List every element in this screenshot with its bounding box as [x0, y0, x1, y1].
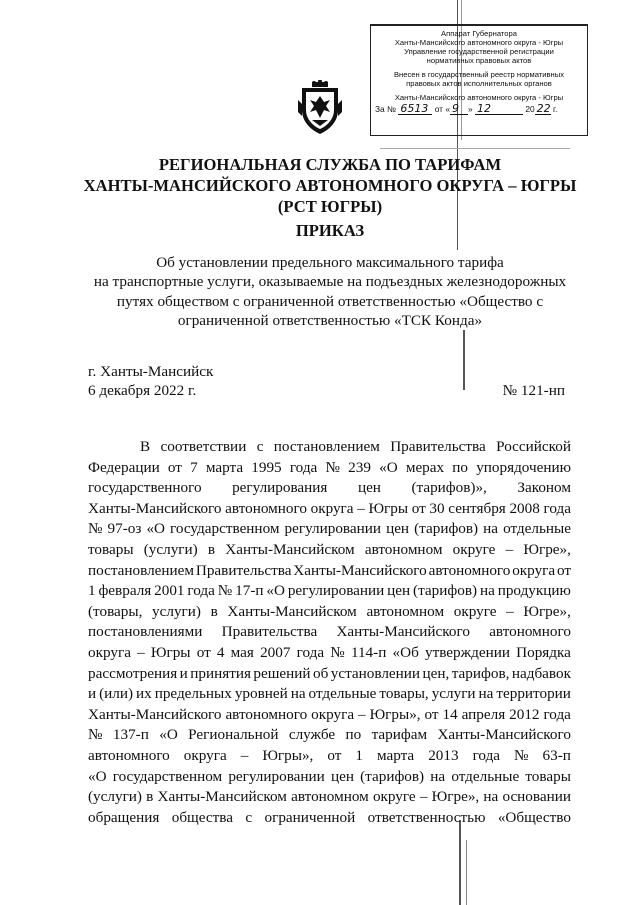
- body-word: Югры»,: [369, 705, 421, 723]
- body-line: [88, 458, 571, 479]
- body-word: постановлениями: [88, 623, 203, 641]
- body-word: решений: [253, 664, 311, 682]
- body-word: отдельные: [451, 767, 520, 785]
- body-word: мерах: [405, 458, 445, 476]
- document-number: № 121-нп: [502, 382, 565, 399]
- subject-line: Об установлении предельного максимального тарифа: [156, 254, 504, 271]
- body-word: Ханты-Мансийском: [225, 540, 355, 558]
- body-word: и: [179, 664, 188, 682]
- body-word: по: [452, 458, 469, 476]
- body-word: ответственностью: [367, 808, 486, 826]
- body-word: 7: [190, 458, 198, 476]
- body-word: на: [430, 767, 446, 785]
- body-word: округа: [88, 643, 131, 661]
- body-word: с: [256, 438, 264, 455]
- body-word: 1: [355, 746, 363, 764]
- body-word: «Общество: [497, 808, 571, 826]
- body-word: №: [217, 582, 233, 600]
- body-word: –: [506, 602, 514, 620]
- body-word: общества: [171, 808, 233, 826]
- body-word: соответствии: [160, 438, 247, 455]
- body-word: Российской: [496, 438, 571, 455]
- body-word: 2007: [260, 643, 291, 661]
- body-word: –: [505, 540, 514, 558]
- body-word: упорядочению: [476, 458, 571, 476]
- body-word: Федерации: [88, 458, 160, 476]
- body-word: года: [543, 499, 571, 517]
- body-line: [88, 684, 571, 705]
- body-word: округе: [453, 602, 497, 620]
- body-word: автономного: [489, 623, 571, 641]
- body-word: постановлением: [273, 438, 380, 455]
- body-word: 137-п: [112, 726, 149, 744]
- body-word: Законом: [517, 479, 571, 497]
- body-word: продукцию: [497, 582, 571, 600]
- scan-artifact-line: [463, 330, 465, 390]
- body-word: –: [419, 788, 428, 806]
- body-word: автономном: [364, 540, 443, 558]
- body-word: и: [88, 685, 97, 703]
- body-word: автономного: [428, 561, 511, 579]
- body-word: «О: [146, 520, 165, 538]
- body-word: автономного: [225, 705, 308, 723]
- body-word: мая: [230, 643, 254, 661]
- body-word: Югры»,: [262, 746, 314, 764]
- body-word: Ханты-Мансийского: [88, 705, 222, 723]
- organization-title-line: РЕГИОНАЛЬНАЯ СЛУЖБА ПО ТАРИФАМ: [158, 155, 502, 174]
- body-line: [88, 705, 571, 726]
- body-word: округа: [311, 705, 355, 723]
- body-word: Югре»,: [431, 788, 480, 806]
- body-word: 63-п: [542, 746, 571, 764]
- organization-title: [60, 154, 600, 217]
- body-word: 14: [442, 705, 458, 723]
- body-word: «О: [88, 767, 107, 785]
- body-word: в: [207, 540, 216, 558]
- body-word: службе: [288, 726, 336, 744]
- body-word: товары: [88, 540, 134, 558]
- body-word: 17-п: [235, 582, 264, 600]
- body-word: Правительства: [195, 561, 292, 579]
- body-word: цен: [357, 479, 381, 497]
- body-word: года: [543, 705, 571, 723]
- body-word: «О: [266, 582, 285, 600]
- scan-artifact-line: [459, 820, 461, 905]
- scan-artifact-line: [466, 840, 467, 905]
- body-word: года: [472, 746, 501, 764]
- body-word: –: [358, 705, 366, 723]
- stamp-reg-prefix: За №: [375, 104, 397, 114]
- body-word: Югры: [150, 643, 191, 661]
- body-word: №: [88, 726, 103, 744]
- stamp-reg-year-prefix: 20: [525, 104, 535, 114]
- body-word: Ханты-Мансийского: [88, 499, 222, 517]
- body-word: автономном: [291, 788, 369, 806]
- body-word: Правительства: [221, 623, 318, 641]
- body-word: года: [187, 582, 215, 600]
- body-word: 2008: [509, 499, 540, 517]
- body-line: [88, 478, 571, 499]
- body-word: Региональной: [188, 726, 279, 744]
- scan-artifact-line: [380, 148, 570, 149]
- document-city: г. Ханты-Мансийск: [88, 363, 214, 380]
- body-word: 4: [216, 643, 225, 661]
- body-word: уровней: [234, 685, 288, 703]
- body-word: Ханты-Мансийском: [227, 602, 357, 620]
- body-word: (услуги): [143, 540, 198, 558]
- body-word: (тарифов): [414, 520, 479, 538]
- stamp-line: Управление государственной регистрации: [404, 47, 554, 56]
- stamp-reg-year: 22: [536, 102, 551, 115]
- body-word: цен: [330, 767, 354, 785]
- body-word: принятия: [190, 664, 251, 682]
- body-line: [88, 437, 571, 458]
- subject-line: ограниченной ответственностью «ТСК Конда»: [177, 312, 483, 330]
- body-word: на: [483, 788, 499, 806]
- body-word: с: [245, 808, 253, 826]
- body-line: [88, 725, 571, 746]
- body-word: Ханты-Мансийском: [157, 788, 287, 806]
- organization-title-line: ХАНТЫ-МАНСИЙСКОГО АВТОНОМНОГО ОКРУГА – ЮГРЫ: [83, 176, 577, 195]
- body-word: рассмотрения: [88, 664, 178, 682]
- body-word: 239: [348, 458, 371, 476]
- body-word: 2001: [154, 582, 185, 600]
- body-word: автономном: [366, 602, 445, 620]
- body-word: –: [240, 746, 249, 764]
- body-line: [88, 746, 571, 767]
- body-word: года: [296, 643, 325, 661]
- body-word: февраля: [98, 582, 152, 600]
- body-word: года: [289, 458, 318, 476]
- body-word: (товары,: [88, 602, 143, 620]
- body-word: от: [167, 458, 182, 476]
- stamp-reg-number: 6513: [398, 104, 432, 115]
- body-word: Ханты-Мансийского: [437, 726, 571, 744]
- body-word: марта: [376, 746, 415, 764]
- stamp-reg-suffix: г.: [552, 104, 558, 114]
- stamp-reg-day: 9: [450, 104, 468, 115]
- body-line: [88, 664, 571, 685]
- body-word: №: [330, 643, 345, 661]
- body-word: №: [514, 746, 529, 764]
- organization-title-line: (РСТ ЮГРЫ): [277, 197, 383, 216]
- body-word: об: [313, 664, 329, 682]
- body-word: 2012: [509, 705, 540, 723]
- body-word: цен: [387, 582, 411, 600]
- body-word: 97-оз: [107, 520, 142, 538]
- body-word: на: [478, 685, 494, 703]
- stamp-reg-month: 12: [475, 104, 523, 115]
- body-word: сентября: [448, 499, 506, 517]
- body-word: (или): [99, 685, 134, 703]
- body-word: цен,: [422, 664, 450, 682]
- stamp-line: правовых актов исполнительных органов: [406, 79, 552, 88]
- body-word: в: [146, 788, 154, 806]
- body-word: услуги): [152, 602, 201, 620]
- body-word: от: [327, 746, 342, 764]
- body-line: [88, 767, 571, 788]
- body-line: [88, 581, 571, 602]
- body-line: [88, 787, 571, 808]
- body-word: округе: [452, 540, 496, 558]
- body-word: автономного: [88, 746, 170, 764]
- body-word: услуги: [431, 685, 476, 703]
- body-word: марта: [205, 458, 244, 476]
- body-word: предельных: [154, 685, 232, 703]
- stamp-registration-line: За № 6513 от « 9 » 12 20 22 г.: [375, 102, 558, 115]
- body-word: округа: [512, 561, 556, 579]
- body-word: тарифам: [371, 726, 428, 744]
- body-word: товары: [525, 767, 571, 785]
- body-word: 2013: [428, 746, 459, 764]
- body-word: на: [483, 520, 499, 538]
- body-word: (тарифов): [360, 767, 425, 785]
- document-subject: [80, 253, 580, 331]
- body-word: автономного: [225, 499, 307, 517]
- body-word: округа: [310, 499, 354, 517]
- body-word: Порядка: [516, 643, 571, 661]
- body-word: в: [210, 602, 218, 620]
- body-word: утверждении: [424, 643, 510, 661]
- body-word: №: [325, 458, 340, 476]
- body-line: [88, 602, 571, 623]
- coat-of-arms-icon: [296, 80, 344, 136]
- body-word: обращения: [88, 808, 160, 826]
- registration-stamp: [370, 24, 588, 136]
- body-word: –: [137, 643, 145, 661]
- body-word: государственном: [170, 520, 280, 538]
- body-word: регулирования: [232, 479, 328, 497]
- body-word: от: [556, 561, 571, 579]
- document-date: 6 декабря 2022 г.: [88, 382, 197, 400]
- body-word: «Об: [392, 643, 419, 661]
- body-word: 30: [429, 499, 445, 517]
- body-line: [88, 519, 571, 540]
- body-word: Югре»,: [523, 540, 571, 558]
- body-word: тарифов,: [451, 664, 510, 682]
- body-line: [88, 643, 571, 664]
- body-word: основании: [502, 788, 571, 806]
- stamp-line: Внесен в государственный реестр нормативных: [393, 70, 565, 79]
- body-word: «О: [159, 726, 178, 744]
- subject-line: на транспортные услуги, оказываемые на подъездных железнодорожных: [93, 273, 567, 291]
- body-word: ограниченной: [264, 808, 356, 826]
- body-word: цен: [386, 520, 410, 538]
- body-word: от: [411, 499, 426, 517]
- body-word: Ханты-Мансийского: [293, 561, 427, 579]
- stamp-line: Аппарат Губернатора: [441, 29, 517, 38]
- body-word: территории: [496, 685, 571, 703]
- body-word: установлении: [330, 664, 421, 682]
- body-word: округа: [183, 746, 227, 764]
- stamp-line: нормативных правовых актов: [426, 56, 532, 65]
- body-word: –: [357, 499, 365, 517]
- body-word: (тарифов): [413, 582, 478, 600]
- body-word: Югре»,: [523, 602, 571, 620]
- body-word: №: [88, 520, 103, 538]
- body-line: [88, 622, 571, 643]
- body-word: регулировании: [284, 520, 382, 538]
- subject-line: путях обществом с ограниченной ответственностью «Общество с: [116, 292, 544, 310]
- place-and-date: [88, 362, 213, 401]
- body-word: их: [136, 685, 152, 703]
- body-word: от: [424, 705, 439, 723]
- body-word: Ханты-Мансийского: [336, 623, 470, 641]
- body-word: отдельные: [503, 520, 571, 538]
- body-word: государственного: [88, 479, 202, 497]
- body-word: 1: [88, 582, 96, 600]
- body-word: постановлением: [88, 561, 195, 579]
- body-word: регулировании: [228, 767, 325, 785]
- body-word: В: [140, 438, 151, 455]
- body-line: [88, 499, 571, 520]
- body-word: по: [345, 726, 362, 744]
- body-word: от: [196, 643, 211, 661]
- body-word: 1995: [251, 458, 282, 476]
- document-type: ПРИКАЗ: [295, 221, 365, 240]
- stamp-line: Ханты-Мансийского автономного округа - Югры: [394, 93, 564, 102]
- document-body: [88, 437, 571, 828]
- body-word: (тарифов)»,: [411, 479, 487, 497]
- body-word: надбавок: [511, 664, 571, 682]
- body-word: товары,: [379, 685, 429, 703]
- body-word: 114-п: [350, 643, 387, 661]
- body-word: (услуги): [88, 788, 142, 806]
- body-word: апреля: [461, 705, 506, 723]
- stamp-line: Ханты-Мансийского автономного округа - Югры: [394, 38, 564, 47]
- body-line: [88, 540, 571, 561]
- body-word: Правительства: [390, 438, 486, 455]
- body-word: Югры: [368, 499, 409, 517]
- body-line: [88, 808, 571, 829]
- body-word: регулировании: [287, 582, 385, 600]
- body-word: на: [290, 685, 306, 703]
- body-word: отдельные: [308, 685, 377, 703]
- stamp-reg-from: от: [434, 104, 443, 114]
- body-word: округе: [372, 788, 416, 806]
- body-word: на: [479, 582, 495, 600]
- body-word: «О: [379, 458, 398, 476]
- body-line: [88, 561, 571, 582]
- body-word: государственном: [112, 767, 223, 785]
